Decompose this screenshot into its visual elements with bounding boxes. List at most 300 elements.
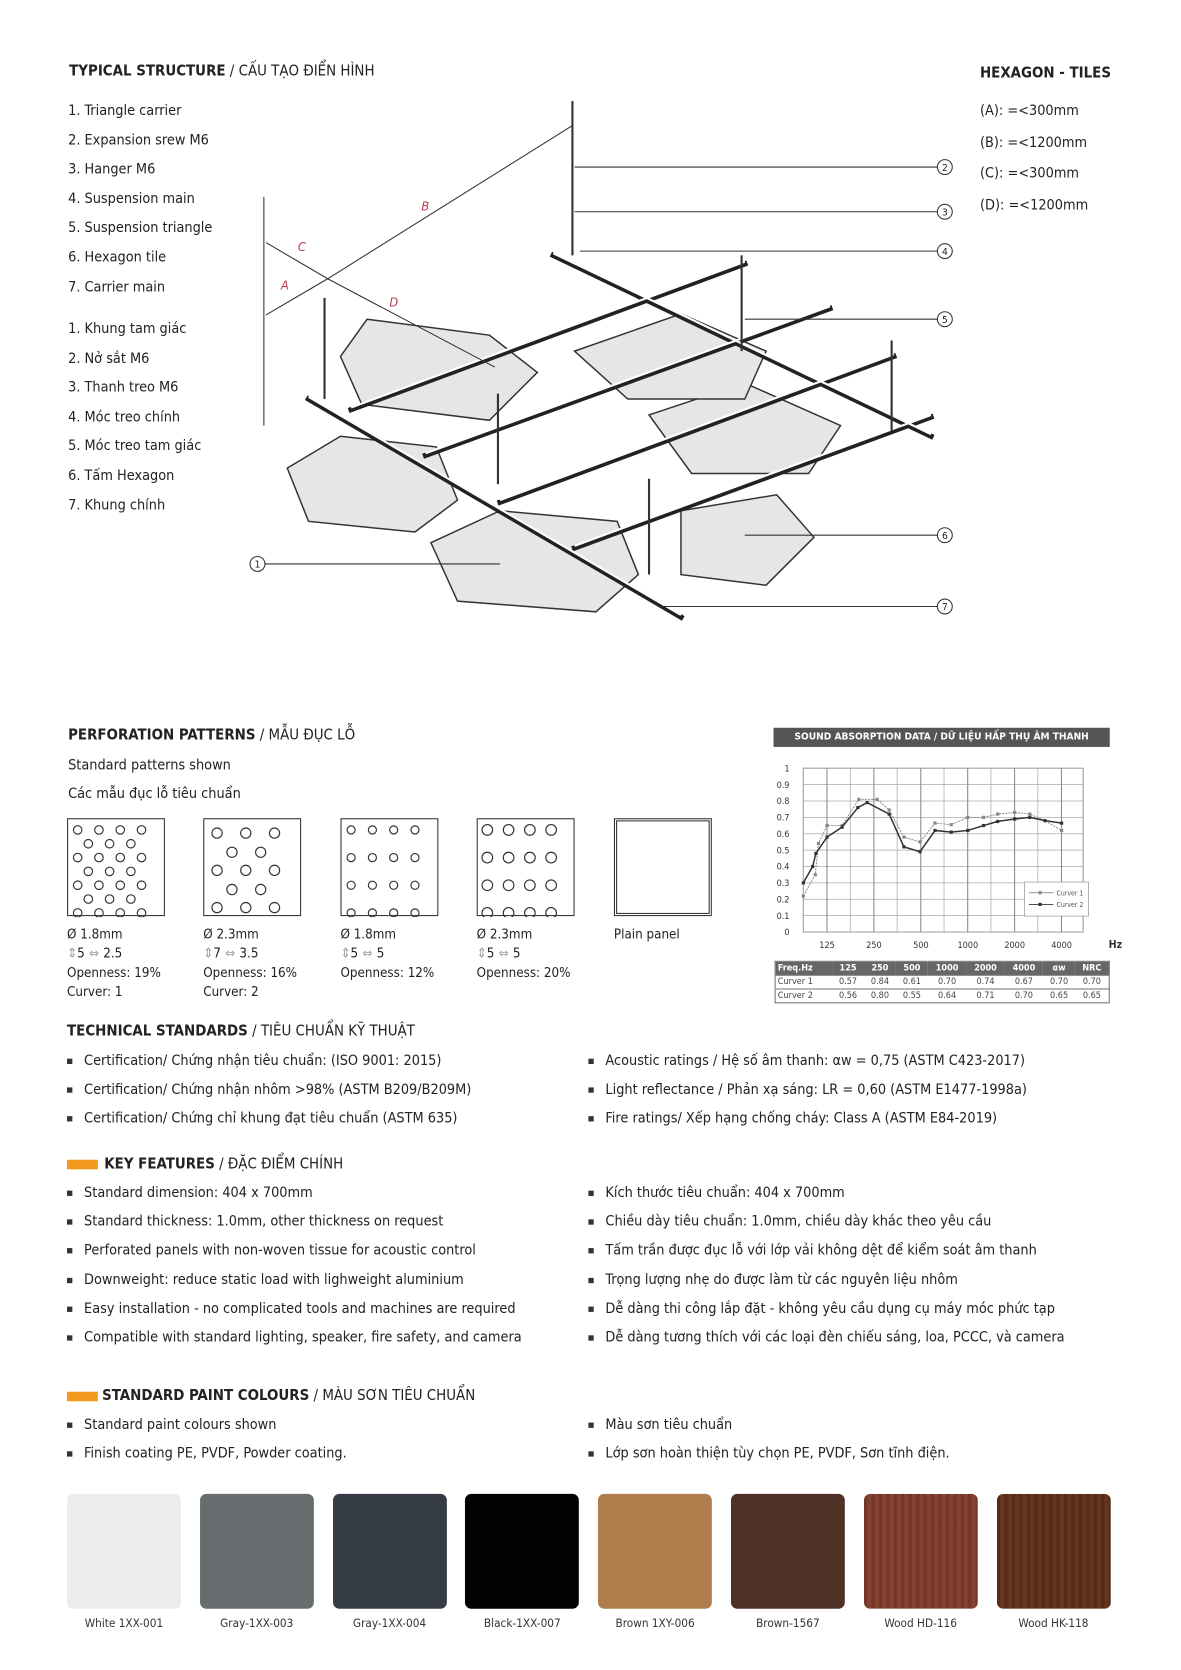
perforation-subtitle-en: Standard patterns shown [68, 756, 231, 774]
pattern-openness: Openness: 20% [476, 963, 571, 980]
hexagon-spec: (D): =<1200mm [979, 196, 1089, 214]
data-point [825, 835, 828, 838]
data-point [950, 831, 953, 834]
bullet-icon [67, 1277, 72, 1282]
perforation-hole [390, 881, 398, 889]
table-cell: 0.71 [966, 989, 1004, 1003]
perforation-hole [503, 880, 514, 891]
perforation-hole [127, 867, 136, 876]
perforation-hole [546, 825, 557, 836]
data-point [1013, 817, 1016, 820]
perforation-hole [241, 865, 251, 875]
data-point [918, 840, 921, 843]
perforation-hole [256, 884, 266, 894]
table-cell: 0.84 [864, 975, 896, 989]
hexagon-tile [681, 495, 814, 585]
chart-title: SOUND ABSORPTION DATA / DỮ LIỆU HẤP THỤ ÂM THANH [774, 728, 1110, 747]
perforation-hole [137, 909, 146, 918]
structure-title-en: TYPICAL STRUCTURE [69, 62, 226, 80]
perforation-hole [95, 826, 104, 835]
structure-item: 3. Hanger M6 [68, 160, 156, 178]
y-tick-label: 0.2 [776, 895, 790, 906]
data-point [876, 798, 879, 801]
data-point [888, 808, 891, 811]
pattern-2-swatch [203, 818, 301, 916]
pattern-horizontal-pitch: 2.5 [103, 944, 123, 961]
perforation-hole [95, 909, 104, 918]
pattern-1-swatch [67, 818, 165, 916]
perforation-hole [347, 909, 355, 917]
structure-diagram [0, 0, 1181, 681]
x-tick-label: 1000 [957, 941, 979, 952]
table-cell: 0.70 [928, 975, 966, 989]
data-point [950, 823, 953, 826]
bullet-icon [588, 1248, 593, 1253]
callout-number: 6 [941, 530, 948, 542]
data-point [814, 873, 817, 876]
table-cell: Curver 1 [775, 975, 832, 989]
table-header-cell: 1000 [928, 961, 966, 975]
bullet-icon [588, 1451, 593, 1456]
table-row [775, 989, 1109, 1003]
sound-absorption-table [775, 961, 1110, 1004]
perforation-hole [482, 880, 493, 891]
x-tick-label: 250 [866, 941, 882, 952]
horizontal-arrow-icon: ⇔ [362, 944, 373, 961]
list-item: Finish coating PE, PVDF, Powder coating. [84, 1444, 347, 1462]
paint-title [102, 1387, 475, 1404]
perforation-hole [73, 853, 82, 862]
technical-title-en: TECHNICAL STANDARDS [67, 1022, 248, 1040]
perforation-hole [368, 881, 376, 889]
data-point [888, 812, 891, 815]
data-point [966, 816, 969, 819]
table-header-cell: 2000 [966, 961, 1004, 975]
perforation-hole [73, 826, 82, 835]
vertical-arrow-icon: ⇕ [67, 944, 78, 961]
list-item: Dễ dàng tương thích với các loại đèn chiếu sáng, loa, PCCC, và camera [605, 1328, 1065, 1346]
data-point [918, 850, 921, 853]
perforation-hole [390, 826, 398, 834]
perforation-hole [84, 867, 93, 876]
perforation-hole [116, 853, 125, 862]
bullet-icon [67, 1335, 72, 1340]
data-point [825, 824, 828, 827]
perforation-hole [269, 902, 279, 912]
bullet-icon [67, 1059, 72, 1064]
vertical-arrow-icon: ⇕ [476, 944, 487, 961]
list-item: Fire ratings/ Xếp hạng chống cháy: Class A (ASTM E84-2019) [605, 1109, 998, 1127]
structure-item: 3. Thanh treo M6 [68, 378, 179, 397]
data-point [866, 801, 869, 804]
dimension-label-b: B [421, 199, 430, 215]
perforation-hole [525, 880, 536, 891]
table-cell: 0.55 [896, 989, 928, 1003]
table-header-cell: Freq.Hz [775, 961, 832, 975]
y-tick-label: 0.3 [776, 879, 790, 890]
data-point [982, 816, 985, 819]
bullet-icon [588, 1116, 593, 1121]
table-cell: 0.70 [1043, 975, 1075, 989]
table-cell: 0.56 [832, 989, 864, 1003]
perforation-subtitle-vi: Các mẫu đục lỗ tiêu chuẩn [68, 785, 241, 803]
table-cell: 0.74 [966, 975, 1004, 989]
list-item: Standard paint colours shown [84, 1416, 277, 1434]
color-swatch-label: Brown-1567 [756, 1616, 820, 1631]
y-tick-label: 0.9 [776, 780, 790, 791]
perforation-hole [116, 881, 125, 890]
perforation-hole [212, 828, 222, 838]
y-tick-label: 0.8 [776, 797, 790, 808]
perforation-hole [368, 909, 376, 917]
perforation-hole [411, 854, 419, 862]
table-cell: 0.70 [1005, 989, 1043, 1003]
bullet-icon [588, 1277, 593, 1282]
callout-number: 4 [941, 246, 948, 258]
x-tick-label: 2000 [1004, 941, 1026, 952]
pattern-diameter: Ø 2.3mm [476, 925, 533, 942]
data-point [966, 829, 969, 832]
list-item: Light reflectance / Phản xạ sáng: LR = 0,60 (ASTM E1477-1998a) [605, 1081, 1027, 1099]
hexagon-spec: (A): =<300mm [979, 102, 1079, 120]
hexagon-tiles [287, 314, 840, 612]
perforation-hole [105, 839, 114, 848]
pattern-horizontal-pitch: 5 [512, 944, 521, 961]
perforation-hole [116, 826, 125, 835]
pattern-openness: Openness: 19% [67, 963, 161, 980]
features-title-en: KEY FEATURES [104, 1155, 215, 1173]
structure-item: 5. Suspension triangle [68, 219, 213, 237]
perforation-hole [105, 867, 114, 876]
perforation-hole [137, 853, 146, 862]
pattern-pitch [203, 945, 258, 961]
pattern-4-swatch [477, 818, 575, 916]
chart-legend [1025, 882, 1089, 916]
technical-title-vi: / TIÊU CHUẨN KỸ THUẬT [247, 1022, 415, 1040]
horizontal-arrow-icon: ⇔ [498, 944, 509, 961]
y-tick-label: 1 [784, 764, 790, 775]
pattern-vertical-pitch: 7 [213, 944, 221, 961]
callout-number: 3 [941, 207, 948, 219]
perforation-hole [269, 828, 279, 838]
vertical-arrow-icon: ⇕ [340, 944, 351, 961]
dimension-label-d: D [389, 295, 399, 311]
paint-title-vi: / MÀU SƠN TIÊU CHUẨN [309, 1387, 476, 1405]
callout-number: 2 [941, 162, 948, 174]
list-item: Chiều dày tiêu chuẩn: 1.0mm, chiều dày khác theo yêu cầu [605, 1213, 992, 1231]
data-point [840, 826, 843, 829]
list-item: Downweight: reduce static load with lighweight aluminium [84, 1271, 464, 1289]
table-cell: 0.65 [1043, 989, 1075, 1003]
table-header-cell: 250 [864, 961, 896, 975]
table-cell: 0.70 [1075, 975, 1109, 989]
pattern-diameter: Ø 1.8mm [67, 925, 123, 942]
perforation-hole [241, 902, 251, 912]
perforation-hole [482, 852, 493, 863]
data-point [856, 806, 859, 809]
color-swatch [864, 1494, 978, 1609]
y-tick-label: 0.7 [776, 813, 790, 824]
x-axis-label: Hz [1108, 938, 1123, 952]
perforation-hole [546, 852, 557, 863]
technical-title [67, 1023, 415, 1040]
table-cell: 0.80 [864, 989, 896, 1003]
list-item: Standard thickness: 1.0mm, other thickness on request [84, 1213, 444, 1231]
x-tick-label: 125 [819, 941, 835, 952]
bullet-icon [67, 1087, 72, 1092]
data-point [902, 835, 905, 838]
color-swatch-label: Wood HK-118 [1018, 1616, 1089, 1631]
table-header-cell: αw [1043, 961, 1075, 975]
perforation-hole [73, 909, 82, 918]
table-header-cell: 500 [896, 961, 928, 975]
perforation-hole [503, 825, 514, 836]
legend-label: Curver 1 [1056, 889, 1084, 898]
y-tick-label: 0.6 [776, 829, 790, 840]
perforation-hole [347, 854, 355, 862]
list-item: Dễ dàng thi công lắp đặt - không yêu cầu dụng cụ máy móc phức tạp [605, 1299, 1055, 1318]
structure-item: 6. Hexagon tile [68, 248, 167, 266]
perforation-hole [546, 908, 557, 918]
callout-number: 7 [941, 602, 948, 614]
perforation-hole [525, 852, 536, 863]
data-point [902, 845, 905, 848]
pattern-openness: Openness: 12% [340, 963, 435, 980]
data-point [814, 852, 817, 855]
color-swatch [997, 1494, 1111, 1609]
pattern-curver: Curver: 1 [67, 983, 123, 1000]
list-item: Certification/ Chứng nhận tiêu chuẩn: (ISO 9001: 2015) [84, 1052, 442, 1070]
pattern-pitch [340, 945, 384, 961]
perforation-hole [390, 909, 398, 917]
perforation-hole [227, 847, 237, 857]
y-tick-label: 0.5 [776, 846, 790, 857]
perforation-hole [84, 839, 93, 848]
list-item: Standard dimension: 404 x 700mm [84, 1184, 313, 1202]
color-swatch-label: Brown 1XY-006 [615, 1616, 695, 1631]
color-swatch [731, 1494, 845, 1609]
table-cell: 0.64 [928, 989, 966, 1003]
perforation-title-vi: / MẪU ĐỤC LỖ [255, 726, 356, 744]
features-title [104, 1156, 343, 1173]
data-point [802, 894, 805, 897]
hexagon-spec: (C): =<300mm [979, 165, 1080, 183]
perforation-hole [411, 909, 419, 917]
callout-number: 5 [941, 314, 948, 326]
list-item: Compatible with standard lighting, speaker, fire safety, and camera [84, 1328, 522, 1346]
color-swatch-label: Wood HD-116 [884, 1616, 957, 1631]
pattern-graphic [478, 819, 576, 917]
bullet-icon [588, 1306, 593, 1311]
pattern-curver: Curver: 2 [203, 983, 259, 1000]
perforation-title [68, 727, 355, 744]
data-point [1028, 816, 1031, 819]
table-cell: 0.67 [1005, 975, 1043, 989]
pattern-graphic [204, 819, 302, 917]
perforation-hole [116, 909, 125, 918]
pattern-diameter: Ø 1.8mm [340, 925, 397, 942]
table-cell: 0.65 [1075, 989, 1109, 1003]
structure-item: 5. Móc treo tam giác [68, 437, 202, 455]
data-point [1060, 829, 1063, 832]
perforation-hole [95, 881, 104, 890]
list-item: Kích thước tiêu chuẩn: 404 x 700mm [605, 1184, 845, 1202]
bullet-icon [588, 1423, 593, 1428]
perforation-hole [95, 853, 104, 862]
table-header-cell: 125 [832, 961, 864, 975]
table-cell: 0.57 [832, 975, 864, 989]
perforation-hole [347, 881, 355, 889]
data-point [1060, 822, 1063, 825]
color-swatch [200, 1494, 314, 1609]
x-tick-label: 500 [913, 941, 929, 952]
perforation-hole [256, 847, 266, 857]
pattern-label: Plain panel [613, 925, 680, 942]
horizontal-arrow-icon: ⇔ [225, 944, 236, 961]
color-swatch-label: White 1XX-001 [84, 1616, 164, 1631]
bullet-icon [67, 1220, 72, 1225]
y-tick-label: 0.4 [776, 862, 790, 873]
bullet-icon [67, 1423, 72, 1428]
data-point [802, 881, 805, 884]
pattern-pitch [477, 945, 521, 961]
pattern-graphic [342, 819, 440, 917]
pattern-5-swatch [614, 818, 712, 916]
y-tick-label: 0 [784, 928, 790, 939]
bullet-icon [588, 1335, 593, 1340]
accent-bar [67, 1160, 98, 1170]
pattern-openness: Openness: 16% [203, 963, 298, 980]
perforation-hole [127, 895, 136, 904]
data-point [996, 812, 999, 815]
list-item: Certification/ Chứng chỉ khung đạt tiêu chuẩn (ASTM 635) [84, 1109, 458, 1127]
data-point [817, 842, 820, 845]
dimension-label-a: A [280, 278, 289, 294]
color-swatch-label: Gray-1XX-003 [220, 1616, 294, 1631]
vertical-arrow-icon: ⇕ [203, 944, 214, 961]
perforation-hole [227, 884, 237, 894]
perforation-hole [347, 826, 355, 834]
perforation-hole [503, 908, 514, 918]
perforation-hole [525, 908, 536, 918]
perforation-hole [137, 826, 146, 835]
pattern-horizontal-pitch: 5 [376, 944, 385, 961]
perforation-hole [269, 865, 279, 875]
list-item: Tấm trần được đục lỗ với lớp vải không dệt để kiểm soát âm thanh [605, 1242, 1037, 1260]
hexagon-tile [575, 314, 767, 399]
perforation-hole [241, 828, 251, 838]
pattern-diameter: Ø 2.3mm [203, 925, 259, 942]
data-point [811, 865, 814, 868]
legend-marker [1038, 891, 1041, 894]
list-item: Màu sơn tiêu chuẩn [605, 1416, 733, 1434]
structure-item: 2. Nở sắt M6 [68, 349, 150, 367]
structure-item: 2. Expansion srew M6 [68, 131, 209, 149]
list-item: Lớp sơn hoàn thiện tùy chọn PE, PVDF, Sơn tĩnh điện. [605, 1444, 950, 1462]
hexagon-title: HEXAGON - TILES [979, 64, 1111, 82]
data-point [1028, 812, 1031, 815]
structure-item: 1. Khung tam giác [68, 320, 187, 338]
list-item: Certification/ Chứng nhận nhôm >98% (ASTM B209/B209M) [84, 1081, 472, 1099]
data-point [933, 822, 936, 825]
legend-label: Curver 2 [1056, 901, 1084, 910]
pattern-graphic [68, 819, 166, 917]
list-item: Easy installation - no complicated tools and machines are required [84, 1299, 516, 1318]
callout-number: 1 [254, 559, 261, 571]
perforation-hole [368, 854, 376, 862]
perforation-hole [546, 880, 557, 891]
perforation-hole [105, 895, 114, 904]
accent-bar [67, 1392, 98, 1402]
pattern-pitch [67, 945, 122, 961]
hexagon-spec: (B): =<1200mm [979, 133, 1088, 151]
perforation-hole [137, 881, 146, 890]
hexagon-tile [431, 511, 638, 612]
list-item: Perforated panels with non-woven tissue for acoustic control [84, 1242, 476, 1260]
perforation-hole [503, 852, 514, 863]
pattern-graphic [617, 821, 715, 919]
bullet-icon [588, 1087, 593, 1092]
structure-title-vi: / CẤU TẠO ĐIỂN HÌNH [225, 62, 375, 80]
bullet-icon [67, 1116, 72, 1121]
table-header-row [775, 961, 1109, 975]
bullet-icon [67, 1451, 72, 1456]
data-point [1043, 819, 1046, 822]
color-swatch [67, 1494, 181, 1609]
structure-item: 4. Móc treo chính [68, 408, 181, 426]
data-point [1013, 811, 1016, 814]
structure-item: 4. Suspension main [68, 190, 195, 208]
bullet-icon [67, 1248, 72, 1253]
pattern-3-swatch [340, 818, 438, 916]
list-item: Acoustic ratings / Hệ số âm thanh: αw = 0,75 (ASTM C423-2017) [605, 1052, 1026, 1070]
pattern-vertical-pitch: 5 [77, 944, 85, 961]
legend-marker [1038, 903, 1041, 906]
bullet-icon [588, 1059, 593, 1064]
paint-title-en: STANDARD PAINT COLOURS [102, 1387, 310, 1405]
bullet-icon [588, 1220, 593, 1225]
perforation-hole [84, 895, 93, 904]
bullet-icon [67, 1191, 72, 1196]
y-tick-label: 0.1 [776, 911, 790, 922]
perforation-hole [368, 826, 376, 834]
features-title-vi: / ĐẶC ĐIỂM CHÍNH [214, 1155, 344, 1173]
perforation-hole [212, 902, 222, 912]
structure-item: 6. Tấm Hexagon [68, 467, 175, 485]
pattern-vertical-pitch: 5 [350, 944, 359, 961]
pattern-horizontal-pitch: 3.5 [239, 944, 259, 961]
structure-item: 7. Carrier main [68, 278, 166, 296]
color-swatch [465, 1494, 579, 1609]
perforation-hole [411, 881, 419, 889]
horizontal-arrow-icon: ⇔ [88, 944, 99, 961]
bullet-icon [67, 1306, 72, 1311]
data-point [982, 824, 985, 827]
table-header-cell: 4000 [1005, 961, 1043, 975]
data-point [996, 820, 999, 823]
perforation-hole [212, 865, 222, 875]
list-item: Trọng lượng nhẹ do được làm từ các nguyên liệu nhôm [605, 1271, 958, 1289]
structure-item: 7. Khung chính [68, 496, 166, 514]
perforation-hole [390, 854, 398, 862]
color-swatch [333, 1494, 447, 1609]
structure-item: 1. Triangle carrier [68, 102, 182, 120]
data-point [933, 829, 936, 832]
perforation-hole [482, 825, 493, 836]
perforation-hole [525, 825, 536, 836]
color-swatch-label: Black-1XX-007 [483, 1616, 561, 1631]
table-cell: 0.61 [896, 975, 928, 989]
